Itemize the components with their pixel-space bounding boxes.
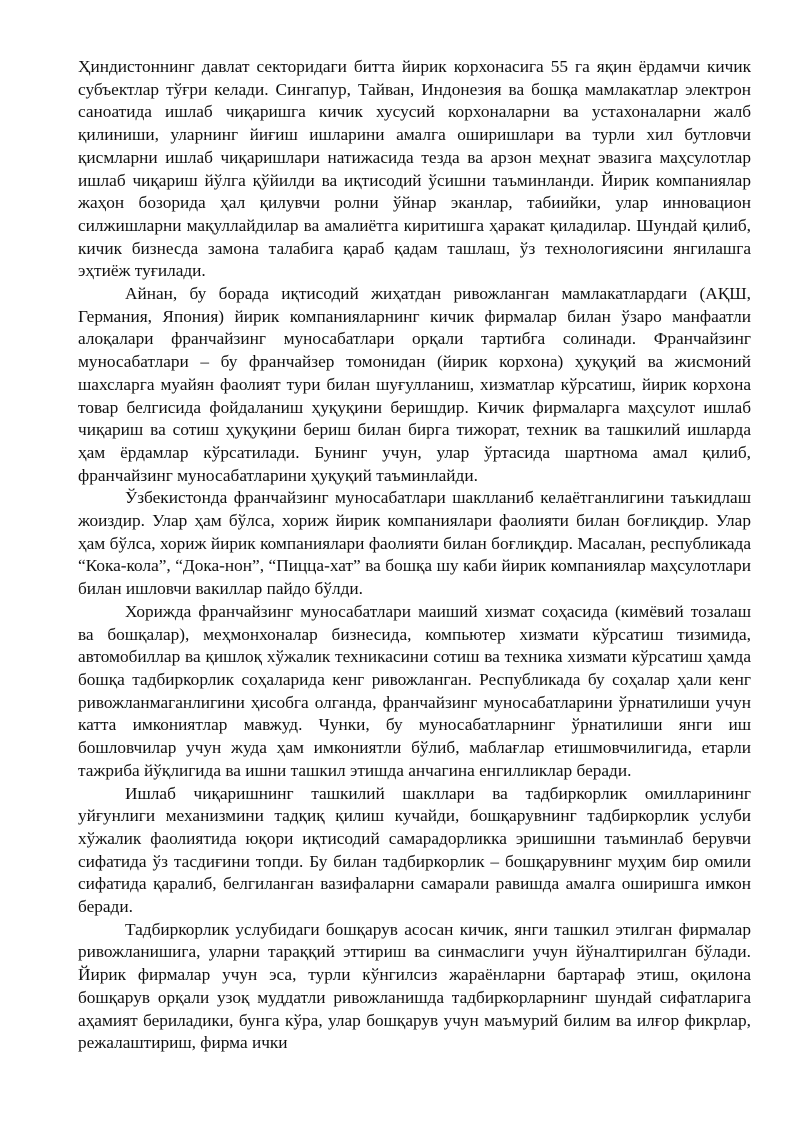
document-page	[78, 56, 751, 1055]
paragraph-5: Ишлаб чиқаришнинг ташкилий шакллари ва тадбиркорлик омилларининг уйғунлиги механизмини тадқиқ қилиш кучайди, бошқарувнинг тадбиркорлик услуби хўжалик фаолиятида юқори иқтисодий самарадорликка эришишни таъминлаб берувчи сифатида ўз тасдиғини топди. Бу билан тадбиркорлик – бошқарувнинг муҳим бир омили сифатида қаралиб, белгиланган вазифаларни самарали равишда амалга оширишга имкон беради.	[78, 783, 751, 917]
paragraph-3: Ўзбекистонда франчайзинг муносабатлари шаклланиб келаётганлигини таъкидлаш жоиздир. Улар ҳам бўлса, хориж йирик компаниялари фаолияти билан боғлиқдир. Улар ҳам бўлса, хориж йирик компаниялари фаолияти билан боғлиқдир. Масалан, республикада “Кока-кола”, “Дока-нон”, “Пицца-хат” ва бошқа шу каби йирик компаниялар маҳсулотлари билан ишловчи вакиллар пайдо бўлди.	[78, 488, 751, 599]
paragraph-1: Ҳиндистоннинг давлат секторидаги битта йирик корхонасига 55 га яқин ёрдамчи кичик субъектлар тўғри келади. Сингапур, Тайван, Индонезия ва бошқа мамлакатлар электрон саноатида ишлаб чиқаришга кичик хусусий корхоналарни ва устахоналарни жалб қилиниши, уларнинг йиғиш ишларини амалга оширишлари ва турли хил бутловчи қисмларни ишлаб чиқаришлари натижасида тезда ва арзон меҳнат эвазига маҳсулотлар ишлаб чиқариш йўлга қўйилди ва иқтисодий ўсишни таъминланди. Йирик компаниялар жаҳон бозорида ҳал қилувчи ролни ўйнар эканлар, табиийки, улар инновацион силжишларни мақуллайдилар ва амалиётга киритишга ҳаракат қиладилар. Шундай қилиб, кичик бизнесда замона талабига қараб қадам ташлаш, ўз технологиясини янгилашга эҳтиёж туғилади.	[78, 57, 751, 281]
paragraph-4: Хорижда франчайзинг муносабатлари маиший хизмат соҳасида (кимёвий тозалаш ва бошқалар), меҳмонхоналар бизнесида, компьютер хизмати кўрсатиш тизимида, автомобиллар ва қишлоқ хўжалик техникасини сотиш ва техника хизмати кўрсатиш ҳамда бошқа тадбиркорлик соҳаларида кенг ривожланган. Республикада бу соҳалар ҳали кенг ривожланмаганлигини ҳисобга олганда, франчайзинг муносабатларини ўрнатилиши учун катта имкониятлар мавжуд. Чунки, бу муносабатларнинг ўрнатилиши янги иш бошловчилар учун жуда ҳам имкониятли бўлиб, маблағлар етишмовчилигида, етарли тажриба йўқлигида ва ишни ташкил этишда анчагина енгилликлар беради.	[78, 601, 751, 780]
paragraph-6: Тадбиркорлик услубидаги бошқарув асосан кичик, янги ташкил этилган фирмалар ривожланишига, уларни тараққий эттириш ва синмаслиги учун йўналтирилган бўлади. Йирик фирмалар учун эса, турли кўнгилсиз жараёнларни бартараф этиш, оқилона бошқарув орқали узоқ муддатли ривожланишда тадбиркорларнинг шундай сифатларига аҳамият бериладики, бунга кўра, улар бошқарув учун маъмурий билим ва илғор фикрлар, режалаштириш, фирма ички	[78, 919, 751, 1053]
paragraph-2: Айнан, бу борада иқтисодий жиҳатдан ривожланган мамлакатлардаги (АҚШ, Германия, Япония) йирик компанияларнинг кичик фирмалар билан ўзаро манфаатли алоқалари франчайзинг муносабатлари орқали тартибга солинади. Франчайзинг муносабатлари – бу франчайзер томонидан (йирик корхона) ҳуқуқий ва жисмоний шахсларга муайян фаолият тури билан шуғулланиш, хизматлар кўрсатиш, йирик корхона товар белгисида фойдаланиш ҳуқуқини беришдир. Кичик фирмаларга маҳсулот ишлаб чиқариш ва сотиш ҳуқуқини бериш билан бирга тижорат, техник ва ташкилий ишларда ҳам ёрдамлар кўрсатилади. Бунинг учун, улар ўртасида шартнома амал қилиб, франчайзинг муносабатларини ҳуқуқий таъминлайди.	[78, 284, 751, 485]
